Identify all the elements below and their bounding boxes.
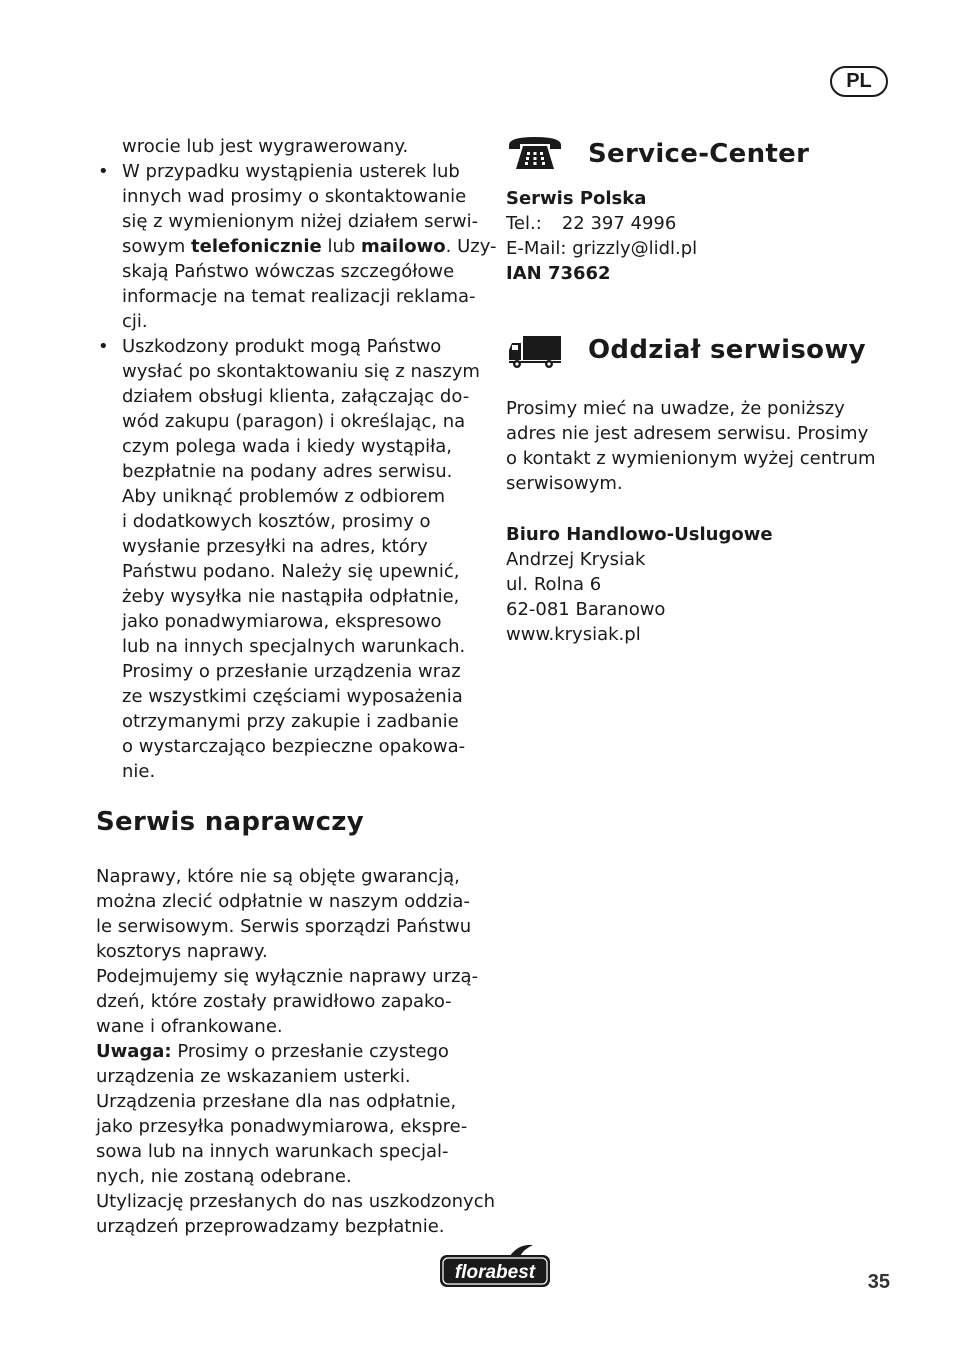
- text-line: wysłanie przesyłki na adres, który: [122, 536, 428, 557]
- bullet-item-shipping: [96, 334, 481, 784]
- right-column: [506, 134, 896, 647]
- text-line: żeby wysyłka nie nastąpiła odpłatnie,: [122, 586, 460, 607]
- warning-line: [96, 1039, 481, 1064]
- emphasis-phone: telefonicznie: [191, 236, 322, 257]
- text-line: serwisowym.: [506, 473, 623, 494]
- branch-heading: Oddział serwisowy: [588, 335, 866, 365]
- text-line: jako ponadwymiarowa, ekspresowo: [122, 611, 442, 632]
- text-line: [122, 234, 497, 259]
- text-line: cji.: [122, 311, 148, 332]
- text-line: działem obsługi klienta, załączając do-: [122, 386, 470, 407]
- service-name: [506, 186, 896, 211]
- text-line: wane i ofrankowane.: [96, 1016, 283, 1037]
- delivery-truck-icon: [506, 330, 564, 370]
- text-line: otrzymanymi przy zakupie i zadbanie: [122, 711, 459, 732]
- ian-number: IAN 73662: [506, 263, 611, 284]
- text-line: Urządzenia przesłane dla nas odpłatnie,: [96, 1091, 457, 1112]
- text-line: Państwu podano. Należy się upewnić,: [122, 561, 460, 582]
- text-fragment: . Uzy-: [445, 236, 497, 257]
- text-line: się z wymienionym niżej działem serwi-: [122, 211, 479, 232]
- text-line: informacje na temat realizacji reklama-: [122, 286, 476, 307]
- address-line: 62-081 Baranowo: [506, 599, 666, 620]
- text-fragment: Prosimy o przesłanie czystego: [171, 1041, 449, 1062]
- email-line: E-Mail: grizzly@lidl.pl: [506, 238, 698, 259]
- service-contact-block: [506, 186, 896, 286]
- emphasis-mail: mailowo: [361, 236, 446, 257]
- language-badge: PL: [830, 66, 888, 97]
- text-line: ze wszystkimi częściami wyposażenia: [122, 686, 463, 707]
- phone-number: 22 397 4996: [561, 213, 677, 234]
- text-line: lub na innych specjalnych warunkach.: [122, 636, 466, 657]
- address-line: Andrzej Krysiak: [506, 549, 646, 570]
- text-line: czym polega wada i kiedy wystąpiła,: [122, 436, 453, 457]
- text-line: urządzeń przeprowadzamy bezpłatnie.: [96, 1216, 445, 1237]
- text-line: wysłać po skontaktowaniu się z naszym: [122, 361, 480, 382]
- logo-wordmark: florabest: [454, 1262, 536, 1283]
- service-center-header: [506, 134, 896, 174]
- text-line: kosztorys naprawy.: [96, 941, 268, 962]
- page-number: 35: [867, 1271, 890, 1293]
- bullet-dot: •: [98, 336, 109, 357]
- bullet-item-contact: [96, 159, 497, 334]
- text-line: bezpłatnie na podany adres serwisu.: [122, 461, 453, 482]
- text-fragment: lub: [321, 236, 362, 257]
- address-line: ul. Rolna 6: [506, 574, 602, 595]
- website-link[interactable]: www.krysiak.pl: [506, 624, 641, 645]
- text-line: Naprawy, które nie są objęte gwarancją,: [96, 866, 460, 887]
- continuation-line: wrocie lub jest wygrawerowany.: [122, 136, 409, 157]
- text-line: o kontakt z wymienionym wyżej centrum: [506, 448, 876, 469]
- text-line: Prosimy o przesłanie urządzenia wraz: [122, 661, 461, 682]
- branch-note: [506, 396, 896, 496]
- text-line: Aby uniknąć problemów z odbiorem: [122, 486, 446, 507]
- branch-header: [506, 330, 896, 370]
- text-line: Uszkodzony produkt mogą Państwo: [122, 336, 442, 357]
- service-name-text: Serwis Polska: [506, 188, 647, 209]
- telephone-icon: [506, 134, 564, 174]
- phone-label: Tel.:: [506, 213, 542, 234]
- text-line: urządzenia ze wskazaniem usterki.: [96, 1066, 411, 1087]
- text-line: i dodatkowych kosztów, prosimy o: [122, 511, 431, 532]
- repair-service-body: [96, 864, 495, 1239]
- office-name-text: Biuro Handlowo-Uslugowe: [506, 524, 773, 545]
- warning-label: Uwaga:: [96, 1041, 172, 1062]
- text-line: W przypadku wystąpienia usterek lub: [122, 161, 460, 182]
- repair-service-heading: Serwis naprawczy: [96, 807, 364, 837]
- text-line: Utylizację przesłanych do nas uszkodzonych: [96, 1191, 495, 1212]
- text-line: Prosimy mieć na uwadze, że poniższy: [506, 398, 845, 419]
- text-line: o wystarczająco bezpieczne opakowa-: [122, 736, 466, 757]
- bullet-dot: •: [98, 161, 109, 182]
- text-line: Podejmujemy się wyłącznie naprawy urzą-: [96, 966, 479, 987]
- text-line: skają Państwo wówczas szczegółowe: [122, 261, 455, 282]
- office-address: [506, 522, 896, 647]
- text-line: adres nie jest adresem serwisu. Prosimy: [506, 423, 869, 444]
- text-line: jako przesyłka ponadwymiarowa, ekspre-: [96, 1116, 468, 1137]
- florabest-logo: [438, 1243, 552, 1290]
- left-column: [96, 134, 497, 1239]
- ian-line: [506, 261, 896, 286]
- text-line: nych, nie zostaną odebrane.: [96, 1166, 352, 1187]
- service-center-heading: Service-Center: [588, 139, 810, 169]
- text-line: można zlecić odpłatnie w naszym oddzia-: [96, 891, 470, 912]
- text-fragment: sowym: [122, 236, 192, 257]
- office-name: [506, 522, 896, 547]
- text-line: dzeń, które zostały prawidłowo zapako-: [96, 991, 452, 1012]
- text-line: le serwisowym. Serwis sporządzi Państwu: [96, 916, 472, 937]
- text-line: sowa lub na innych warunkach specjal-: [96, 1141, 449, 1162]
- phone-line: [506, 211, 896, 236]
- text-line: nie.: [122, 761, 156, 782]
- text-line: innych wad prosimy o skontaktowanie: [122, 186, 467, 207]
- text-line: wód zakupu (paragon) i określając, na: [122, 411, 466, 432]
